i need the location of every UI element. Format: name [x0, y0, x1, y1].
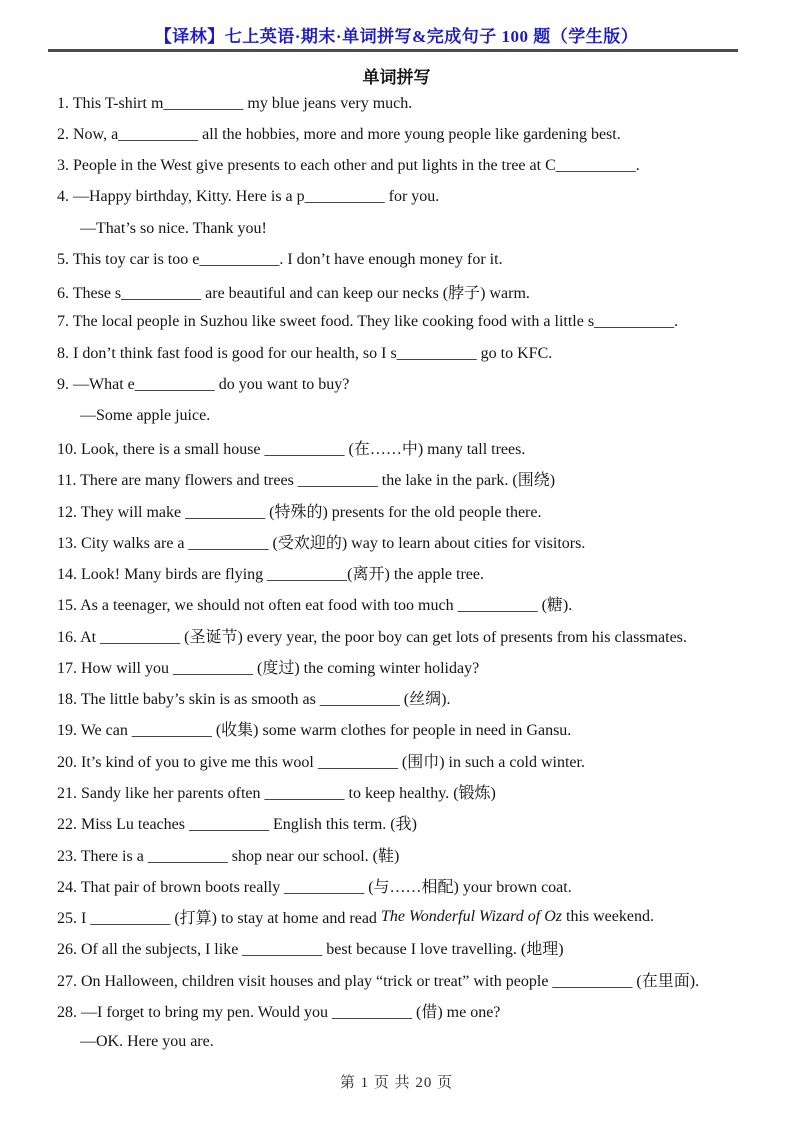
- question-line: 18. The little baby’s skin is as smooth as __________ (丝绸).: [57, 691, 451, 709]
- question-line: 4. —Happy birthday, Kitty. Here is a p__________ for you.: [57, 188, 440, 206]
- question-line: 14. Look! Many birds are flying __________(离开) the apple tree.: [57, 566, 485, 584]
- question-line: —That’s so nice. Thank you!: [80, 219, 267, 237]
- document-title: 【译林】七上英语·期末·单词拼写&完成句子 100 题（学生版）: [154, 27, 639, 46]
- question-line: 8. I don’t think fast food is good for our health, so I s__________ go to KFC.: [57, 344, 553, 362]
- question-line: 2. Now, a__________ all the hobbies, more and more young people like gardening best.: [57, 125, 621, 143]
- question-line: 28. —I forget to bring my pen. Would you __________ (借) me one?: [57, 1003, 501, 1021]
- question-line: 17. How will you __________ (度过) the coming winter holiday?: [57, 659, 480, 677]
- question-line: 9. —What e__________ do you want to buy?: [57, 376, 350, 394]
- question-line: [57, 901, 757, 932]
- question-line: 12. They will make __________ (特殊的) presents for the old people there.: [57, 503, 542, 521]
- question-line: 7. The local people in Suzhou like sweet food. They like cooking food with a little s__________.: [57, 313, 679, 331]
- question-line: 1. This T-shirt m__________ my blue jeans very much.: [57, 94, 413, 112]
- question-line: 26. Of all the subjects, I like __________ best because I love travelling. (地理): [57, 941, 564, 959]
- question-line: 23. There is a __________ shop near our school. (鞋): [57, 847, 400, 865]
- question-line: 13. City walks are a __________ (受欢迎的) way to learn about cities for visitors.: [57, 534, 586, 552]
- book-title-italic: The Wonderful Wizard of Oz: [380, 907, 562, 925]
- question-line: 21. Sandy like her parents often __________ to keep healthy. (锻炼): [57, 784, 496, 802]
- section-title: 单词拼写: [362, 68, 431, 87]
- question-line: 22. Miss Lu teaches __________ English this term. (我): [57, 816, 417, 834]
- question-line: 16. At __________ (圣诞节) every year, the poor boy can get lots of presents from his classmates.: [57, 628, 687, 646]
- question-line: —OK. Here you are.: [80, 1032, 214, 1050]
- question-line: 15. As a teenager, we should not often eat food with too much __________ (糖).: [57, 597, 573, 615]
- question-line: —Some apple juice.: [80, 407, 211, 425]
- question-text: this weekend.: [562, 907, 654, 925]
- question-text: 25. I __________ (打算) to stay at home and read: [57, 910, 381, 928]
- question-line: 24. That pair of brown boots really __________ (与……相配) your brown coat.: [57, 878, 572, 896]
- question-line: 3. People in the West give presents to each other and put lights in the tree at C__________.: [57, 157, 640, 175]
- question-line: 20. It’s kind of you to give me this wool __________ (围巾) in such a cold winter.: [57, 753, 585, 771]
- page-number-footer: 第 1 页 共 20 页: [339, 1075, 454, 1091]
- header-divider: [48, 49, 738, 52]
- question-line: 27. On Halloween, children visit houses and play “trick or treat” with people __________ (在里面).: [57, 972, 700, 990]
- question-line: 10. Look, there is a small house __________ (在……中) many tall trees.: [57, 441, 526, 459]
- question-line: 5. This toy car is too e__________. I don’t have enough money for it.: [57, 250, 503, 268]
- question-line: 6. These s__________ are beautiful and can keep our necks (脖子) warm.: [57, 284, 530, 302]
- question-line: 19. We can __________ (收集) some warm clothes for people in need in Gansu.: [57, 722, 572, 740]
- question-line: 11. There are many flowers and trees __________ the lake in the park. (围绕): [57, 472, 556, 490]
- question-list: [57, 88, 757, 1057]
